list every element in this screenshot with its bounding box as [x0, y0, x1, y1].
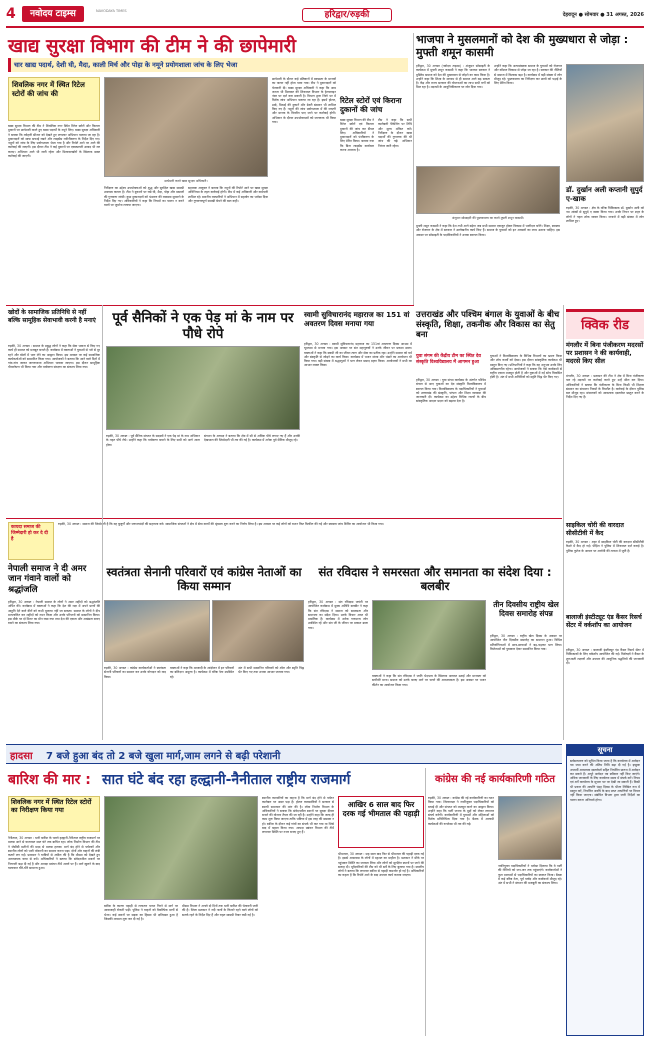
quick-read-header [566, 309, 644, 339]
divider-v4 [425, 768, 426, 1036]
uttarakhand-sub: युवा संगम की केंद्रीय टीम का स्थित देव संस्कृति विश्वविद्यालय में आगमन हुआ [416, 354, 481, 365]
lead-body-col2: निरीक्षण का उद्देश्य उपभोक्ताओं को शुद्ध और सुरक्षित खाद्य सामग्री उपलब्ध कराना है। टीम ने दुकानों पर रखे घी, मैदा, पोहा और मसालों की गुणवत्ता जांची। कुछ दुकानदारों को भंडारण की व्यवस्था सुधारने के निर्देश दिए गए। अधिकारियों ने कहा कि नियमों का पालन न करने वालों पर जुर्माना लगाया जाएगा। [104, 186, 184, 208]
side-note-text: कायदा समाज की जिम्मेदारी हो कर दे दी है [11, 525, 48, 542]
purva-sainik-body-2: संगठन के अध्यक्ष ने बताया कि क्षेत्र में सौ से अधिक पौधे लगाए गए हैं और उनकी देखभाल की जिम्मेदारी भी तय की गई है। कार्यक्रम में अनेक पूर्व सैनिक मौजूद रहे। [204, 434, 300, 443]
hadsa-label: हादसा [10, 751, 33, 762]
akhir-headline: आखिर 6 साल बाद फिर दरक गई भीमताल की पहाड़ी [342, 800, 420, 818]
hadsa-banner [6, 744, 562, 764]
lead-body-col3: सहायक आयुक्त ने बताया कि नमूनों की रिपोर्ट आने पर खाद्य सुरक्षा अधिनियम के तहत कार्रवाई होगी। टीम में कई अधिकारी और कर्मचारी शामिल रहे। स्थानीय व्यापारियों ने अभियान में सहयोग का भरोसा दिया और गुणवत्तापूर्ण सामग्री बेचने की बात कही। [188, 186, 268, 203]
lead-right-box-title: रिटेल स्टोरों एवं किराना दुकानों की जांच [340, 96, 402, 114]
masthead-sub: NAVODAYA TIMES [96, 9, 127, 13]
lead-body-col1: खाद्य सुरक्षा विभाग की टीम ने शिवलिक नगर स्थित रिटेल स्टोरों और किराना दुकानों पर छापेमारी करते हुए खाद्य पदार्थों के नमूने लिए। खाद्य सुरक्षा अधिकारी ने बताया कि त्योहारी सीजन को देखते हुए लगातार अभियान चलाया जा रहा है। दुकानदारों को साफ सफाई रखने और लाइसेंस नवीनीकरण के निर्देश दिए गए। नमूनों को जांच के लिए प्रयोगशाला भेजा गया है और रिपोर्ट आने पर आगे की कार्रवाई की जाएगी। इस दौरान टीम ने कई दुकानों पर एक्सपायरी उत्पाद भी नष्ट कराए। अभियान आगे भी जारी रहेगा और मिलावटखोरों के खिलाफ सख्त कार्रवाई की जाएगी। [8, 124, 100, 159]
section-label: हरिद्वार/रुड़की [302, 8, 392, 22]
masthead-logo: नवोदय टाइम्स [22, 6, 84, 22]
bhajpa-body-3: मुफ्ती शमून कासमी ने कहा कि देश तभी आगे बढ़ेगा जब सभी समाज एकजुट होकर विकास में भागीदार बनेंगे। शिक्षा, स्वास्थ्य और रोजगार के क्षेत्र में सरकार ने उल्लेखनीय कार्य किए हैं। समाज के युवाओं को इन अवसरों का लाभ उठाना चाहिए। इस अवसर पर सोसाइटी के पदाधिकारियों ने उनका स्वागत किया। [416, 224, 560, 237]
yoga-headline: खोदों के सामाजिक प्रतिनिधि से नहीं बल्कि सामूहिक सेवाभावी करनी है मनाएं [8, 309, 96, 324]
congress-body-1: रुड़की, 30 अगस्त : कांग्रेस की नई कार्यकारिणी का गठन किया गया। जिलाध्यक्ष ने नवनियुक्त पदाधिकारियों को बधाई दी और संगठन को मजबूत करने का आह्वान किया। उन्होंने कहा कि पार्टी जनता के मुद्दों को लेकर लगातार संघर्ष करेगी। कार्यकारिणी में युवाओं और महिलाओं को विशेष प्रतिनिधित्व दिया गया है। बैठक में आगामी कार्यक्रमों की रूपरेखा भी तय की गई। [428, 796, 494, 826]
bottom-left-body: नैनीताल, 30 अगस्त : भारी बारिश के चलते हल्द्वानी-नैनीताल राष्ट्रीय राजमार्ग पर मलबा आने से यातायात सात घंटे तक बाधित रहा। लोक निर्माण विभाग की टीम ने जेसीबी मशीनों की मदद से मलबा हटाया। मार्ग बंद होने से पर्यटकों और स्थानीय लोगों को भारी परेशानी का सामना करना पड़ा। दोनों ओर वाहनों की लंबी कतारें लग गईं। प्रशासन ने यात्रियों से अपील की है कि मौसम को देखते हुए अनावश्यक यात्रा से बचें। अधिकारियों ने बताया कि संवेदनशील स्थानों पर निगरानी बढ़ा दी गई है और आपदा प्रबंधन टीमें अलर्ट पर हैं। मार्ग खुलने के बाद यातायात धीरे-धीरे सामान्य हुआ। [8, 836, 100, 871]
quick-read-item-3-headline: बालाजी इंस्टीट्यूट एंड कैंसर रिसर्च सेंटर में वर्कशॉप का आयोजन [566, 614, 642, 629]
lead-photo-caption: छापेमारी करते खाद्य सुरक्षा अधिकारी। [164, 179, 208, 183]
quick-read-item-2-body: रुड़की, 30 अगस्त : शहर में साइकिल चोरी की वारदात सीसीटीवी कैमरे में कैद हो गई। पीड़ित ने पुलिस में शिकायत दर्ज कराई है। पुलिस फुटेज के आधार पर आरोपी की तलाश में जुटी है। [566, 540, 644, 553]
lead-subhead: चार खाद्य पदार्थ, देशी घी, मैदा, काली मिर्च और पोहा के नमूने प्रयोगशाला जांच के लिए भेजा [8, 58, 408, 72]
nepali-body: हरिद्वार, 30 अगस्त : नेपाली समाज के लोगों ने अमर शहीदों को श्रद्धांजलि अर्पित की। कार्यक्रम में वक्ताओं ने कहा कि देश की रक्षा में अपने प्राणों की आहुति देने वाले वीरों को कभी भुलाया नहीं जा सकता। समाज के लोगों ने दीप प्रज्ज्वलित कर शहीदों को नमन किया और उनके परिजनों को सम्मानित किया। इस मौके पर दो मिनट का मौन रखा गया तथा देश की एकता और अखंडता बनाए रखने का संकल्प लिया गया। [8, 600, 100, 626]
sant-ravidas-photo [372, 600, 486, 670]
side-note-body: रुड़की, 30 अगस्त : समाज की जिम्मेदारी है कि वह बुजुर्गों और जरूरतमंदों की सहायता करे। सामाजिक संगठनों ने क्षेत्र में सेवा कार्यों की श्रृंखला शुरू करने का निर्णय लिया है। इस अवसर पर कई लोगों को राशन किट वितरित की गई और स्वास्थ्य जांच शिविर का आयोजन भी किया गया। [58, 522, 384, 526]
barish-body-3: स्थानीय व्यापारियों का कहना है कि मार्ग बंद होने से पर्यटन कारोबार पर असर पड़ा है। होटल व्यवसायियों ने सरकार से स्थायी समाधान की मांग की है। लोक निर्माण विभाग के अधिकारियों ने बताया कि संवेदनशील स्थानों पर सुरक्षा दीवार बनाने की योजना तैयार की जा रही है। उन्होंने कहा कि जल्द ही काम शुरू किया जाएगा ताकि भविष्य में इस तरह की समस्या न हो। बारिश के दौरान कई गांवों का संपर्क भी कट गया था जिसे बाद में बहाल किया गया। आपदा प्रबंधन विभाग की टीमें लगातार स्थिति पर नजर बनाए हुए हैं। [262, 796, 334, 835]
bhajpa-photo-2 [416, 166, 560, 214]
divider-v3 [102, 305, 103, 740]
lead-headline: खाद्य सुरक्षा विभाग की टीम ने की छापेमारी [8, 36, 297, 57]
lead-right-body-b: टीम ने कहा कि सभी कारोबारी पैकेजिंग पर तिथि और मूल्य अंकित करें। निरीक्षण के दौरान खाद्य पदार्थों की गुणवत्ता की भी जांच की गई। अभियान निरंतर जारी रहेगा। [378, 118, 412, 148]
purva-sainik-photo [106, 346, 300, 430]
purva-sainik-headline: पूर्व सैनिकों ने एक पेड़ मां के नाम पर पौधे रोपे [112, 310, 294, 342]
barish-label: बारिश की मार : [8, 772, 91, 788]
swatantrata-body-1: रुड़की, 30 अगस्त : कांग्रेस कार्यकर्ताओं ने स्वतंत्रता सेनानी परिवारों का सम्मान कर उनके योगदान को याद किया। [104, 666, 166, 679]
swatantrata-headline: स्वतंत्रता सेनानी परिवारों एवं कांग्रेस नेताओं का किया सम्मान [106, 565, 302, 593]
side-note-box [8, 522, 54, 560]
barish-headline: सात घंटे बंद रहा हल्द्वानी-नैनीताल राष्ट्रीय राजमार्ग [102, 772, 351, 788]
quick-read-item-2-headline: साइकिल चोरी की वारदात सीसीटीवी में कैद [566, 522, 624, 537]
uttarakhand-body-2: युवाओं ने विश्वविद्यालय के विभिन्न विभागों का भ्रमण किया और शोध कार्यों को देखा। इस दौरान सांस्कृतिक कार्यक्रम भी प्रस्तुत किए गए। प्रतिभागियों ने कहा कि यह अनुभव उनके लिए अविस्मरणीय रहेगा। आयोजकों ने बताया कि ऐसे कार्यक्रमों से राष्ट्रीय एकता मजबूत होती है और युवाओं में नई सोच विकसित होती है। अंत में सभी अतिथियों को स्मृति चिह्न भेंट किए गए। [490, 354, 562, 380]
lead-side-box [8, 77, 100, 121]
masthead-bar [6, 4, 644, 28]
barish-body-2: मौसम विभाग ने अगले दो दिनों तक भारी बारिश की चेतावनी जारी की है। जिला प्रशासन ने नदी नालों के किनारे रहने वाले लोगों को सतर्क रहने के निर्देश दिए हैं और राहत सामग्री तैयार रखी गई है। [182, 904, 258, 917]
uttarakhand-headline: उत्तराखंड और पश्चिम बंगाल के युवाओं के बीच संस्कृति, शिक्षा, तकनीक और विकास का सेतु बना [416, 309, 560, 340]
date-line: देहरादून ● सोमवार ● 31 अगस्त, 2026 [562, 12, 644, 18]
divider-h2 [6, 518, 562, 519]
swatantrata-photo-2 [212, 600, 304, 662]
bhajpa-headline: भाजपा ने मुसलमानों को देश की मुख्यधारा से जोड़ा : मुफ्ती शमून कासमी [416, 33, 629, 59]
notice-box [566, 744, 644, 1036]
bottom-left-headline: शिवलिक नगर में स्थित रिटेल स्टोरों का निरीक्षण किया गया [11, 798, 92, 814]
nepali-headline: नेपाली समाज ने दी अमर जान गंवाने वालों को श्रद्धांजलि [8, 564, 87, 595]
bhajpa-body-1: हरिद्वार, 30 अगस्त (नवोदय टाइम्स) : अंजुमन सोसाइटी के कार्यक्रम में मुफ्ती शमून कासमी ने कहा कि भाजपा सरकार ने मुस्लिम समाज को देश की मुख्यधारा से जोड़ने का काम किया है। उन्होंने कहा कि शिक्षा के माध्यम से ही समाज आगे बढ़ सकता है। केंद्र और राज्य सरकार की योजनाओं का लाभ सभी वर्गों को मिल रहा है। मदरसों के आधुनिकीकरण पर जोर दिया गया। [416, 64, 490, 90]
barish-body-1: बारिश के कारण पहाड़ी से लगातार पत्थर गिरने से मार्ग पर आवाजाही रोकनी पड़ी। पुलिस ने वाहनों को वैकल्पिक मार्गों से भेजा। कई स्थानों पर सड़क का हिस्सा भी क्षतिग्रस्त हुआ है जिसकी मरम्मत शुरू कर दी गई है। [104, 904, 178, 921]
lead-side-title: शिवलिक नगर में स्थित रिटेल स्टोरों की जांच की [12, 81, 85, 98]
bhajpa-body-2: उन्होंने कहा कि अल्पसंख्यक समाज के युवाओं को रोजगार और कौशल विकास से जोड़ा जा रहा है। सरकार की नीतियों से समाज में विश्वास बढ़ा है। कार्यक्रम में बड़ी संख्या में लोग मौजूद रहे। पुस्तकालय का निरीक्षण कर छात्रों को पढ़ाई के लिए प्रेरित किया। [494, 64, 562, 86]
page-number: 4 [6, 6, 16, 22]
quick-read-item-3-body: हरिद्वार, 30 अगस्त : बालाजी इंस्टीट्यूट एंड कैंसर रिसर्च सेंटर में चिकित्सकों के लिए वर्कशॉप आयोजित की गई। विशेषज्ञों ने कैंसर के शुरुआती लक्षणों और उपचार की आधुनिक पद्धतियों की जानकारी दी। [566, 648, 644, 665]
lead-body-col4: छापेमारी के दौरान कई प्रतिष्ठानों में स्वच्छता के मानकों का पालन नहीं होता पाया गया। टीम ने दुकानदारों को चेतावनी दी। खाद्य सुरक्षा अधिकारी ने कहा कि आम जनता भी मिलावट की शिकायत विभाग के हेल्पलाइन नंबर पर दर्ज करा सकती है। विभाग द्वारा जिले भर में विशेष जांच अभियान चलाया जा रहा है। इसमें होटल, ढाबे, मिठाई की दुकानें और डेयरी संस्थान भी शामिल किए गए हैं। नमूनों की जांच प्रयोगशाला में की जाएगी और मानक के विपरीत पाए जाने पर कार्रवाई होगी। अभियान के दौरान उपभोक्ताओं को जागरूक भी किया गया। [272, 77, 336, 124]
lead-right-body-a: खाद्य सुरक्षा विभाग की टीम ने रिटेल स्टोरों एवं किराना दुकानों की जांच कर सैंपल लिए। अधिकारियों ने दुकानदारों को पंजीकरण के लिए प्रेरित किया। बताया गया कि बिना लाइसेंस कारोबार करना अपराध है। [340, 118, 374, 153]
congress-headline: कांग्रेस की नई कार्यकारिणी गठित [435, 774, 555, 785]
sant-ravidas-body-1: हरिद्वार, 30 अगस्त : संत रविदास जयंती पर आयोजित कार्यक्रम में मुख्य अतिथि बलबीर ने कहा कि संत रविदास ने समाज को समरसता और समानता का संदेश दिया। उनके विचार आज भी प्रासंगिक हैं। कार्यक्रम में अनेक गणमान्य लोग उपस्थित रहे और संत जी के जीवन पर प्रकाश डाला गया। [308, 600, 368, 630]
barish-headline-row [6, 768, 424, 792]
swami-headline: स्वामी सुविचारानंद महाराज का 151 वां अवतरण दिवस मनाया गया [304, 310, 410, 328]
akhir-body: भीमताल, 30 अगस्त : छह साल बाद फिर से भीमताल की पहाड़ी दरक गई है। इससे आसपास के लोगों में दहशत का माहौल है। प्रशासन ने मौके पर पहुंचकर स्थिति का जायजा लिया और लोगों को सुरक्षित स्थानों पर जाने की सलाह दी। भूवैज्ञानिकों की टीम को भी सर्वे के लिए बुलाया गया है। स्थानीय लोगों ने बताया कि लगातार बारिश से पहाड़ी कमजोर हो गई है। अधिकारियों का कहना है कि रिपोर्ट आने के बाद उपचार कार्य कराया जाएगा। [338, 852, 424, 878]
swami-body: हरिद्वार, 30 अगस्त : स्वामी सुविचारानंद महाराज का 151वां अवतरण दिवस आश्रम में धूमधाम से मनाया गया। इस अवसर पर संत महापुरुषों ने उनके जीवन पर प्रकाश डाला। वक्ताओं ने कहा कि स्वामी जी का जीवन त्याग और सेवा का प्रतीक रहा। उन्होंने समाज को धर्म और संस्कृति से जोड़ने का कार्य किया। कार्यक्रम में भजन संध्या और भंडारे का आयोजन भी किया गया। बड़ी संख्या में श्रद्धालुओं ने भाग लेकर प्रसाद ग्रहण किया। आयोजकों ने सभी का आभार व्यक्त किया। [304, 342, 412, 368]
divider-h1 [6, 305, 414, 306]
congress-photo [498, 796, 562, 860]
bhajpa-photo-caption: अंजुमन सोसाइटी की पुस्तकालय का करते मुफ्ती शमून कासमी। [451, 216, 525, 220]
karyakram-body: रुड़की, 30 अगस्त : क्षेत्र के वरिष्ठ चिकित्सक डॉ. दुर्खान अली को नम आंखों से सुपुर्द ए खाक किया गया। उनके निधन पर शहर के लोगों ने गहरा शोक व्यक्त किया। जनाजे में बड़ी संख्या में लोग शामिल हुए। [566, 206, 644, 223]
yoga-body: रुड़की, 30 अगस्त : समाज के प्रबुद्ध लोगों ने कहा कि सेवा भावना से किए गए कार्य ही समाज को मजबूत बनाते हैं। कार्यक्रम में वक्ताओं ने युवाओं से नशे से दूर रहने और खेलों में भाग लेने का आह्वान किया। इस अवसर पर कई सामाजिक कार्यकर्ताओं को सम्मानित किया गया। आयोजकों ने बताया कि आने वाले दिनों में गांव-गांव जाकर जागरूकता अभियान चलाया जाएगा। इस दौरान सामूहिक पौधारोपण भी किया गया और पर्यावरण संरक्षण का संकल्प लिया गया। [8, 344, 100, 370]
swatantrata-body-3: अंत में सभी सम्मानित परिवारों को शॉल और स्मृति चिह्न भेंट किए गए तथा उनका आभार जताया गया। [238, 666, 304, 675]
divider-v2 [563, 305, 564, 740]
sant-ravidas-body-2: वक्ताओं ने कहा कि संत रविदास ने जाति भेदभाव के खिलाफ आवाज उठाई और मानवता को सर्वोपरि माना। समाज को उनके बताए मार्ग पर चलने की आवश्यकता है। इस अवसर पर भजन कीर्तन का आयोजन किया गया। [372, 674, 486, 687]
akhir-box [338, 796, 424, 848]
hadsa-headline: 7 बजे हुआ बंद तो 2 बजे खुला मार्ग,जाम लगने से बढ़ी परेशानी [46, 751, 281, 762]
teen-divasiya-headline: तीन दिवसीय राष्ट्रीय खेल दिवस समारोह संपन्न [493, 600, 559, 619]
quick-read-title: क्विक रीड [581, 318, 629, 333]
uttarakhand-body-1: हरिद्वार, 30 अगस्त : युवा संगम कार्यक्रम के अंतर्गत पश्चिम बंगाल से आए युवाओं का देव संस्कृति विश्वविद्यालय में स्वागत किया गया। विश्वविद्यालय के पदाधिकारियों ने युवाओं को उत्तराखंड की संस्कृति, परंपरा और शिक्षा व्यवस्था की जानकारी दी। कार्यक्रम का उद्देश्य विभिन्न राज्यों के बीच सांस्कृतिक आदान प्रदान को बढ़ावा देना है। [416, 378, 486, 404]
bottom-left-box [8, 796, 100, 832]
congress-body-2: नवनियुक्त पदाधिकारियों ने भरोसा दिलाया कि वे पार्टी की नीतियों को जन-जन तक पहुंचाएंगे। कार्यकर्ताओं ने फूल मालाओं से पदाधिकारियों का स्वागत किया। बैठक में कई वरिष्ठ नेता, पूर्व पार्षद और कार्यकर्ता मौजूद रहे। अंत में सभी ने संगठन की मजबूती का संकल्प लिया। [498, 864, 562, 886]
swatantrata-photo-1 [104, 600, 210, 662]
lead-photo [104, 77, 268, 177]
divider-v1 [413, 33, 414, 305]
sant-ravidas-headline: संत रविदास ने समरसता और समानता का संदेश दिया : बलबीर [318, 565, 552, 593]
bhajpa-photo [566, 64, 644, 182]
purva-sainik-body-1: रुड़की, 30 अगस्त : पूर्व सैनिक संगठन के सदस्यों ने एक पेड़ मां के नाम अभियान के तहत पौधे रोपे। उन्होंने कहा कि पर्यावरण बचाने के लिए सभी को आगे आना होगा। [106, 434, 200, 447]
barish-photo [104, 796, 258, 900]
karyakram-headline: डॉ. दुर्खान अली कप्तानी सुपुर्द ए-खाक [566, 186, 643, 203]
teen-divasiya-body: हरिद्वार, 30 अगस्त : राष्ट्रीय खेल दिवस के अवसर पर आयोजित तीन दिवसीय समारोह का समापन हुआ। विभिन्न प्रतियोगिताओं में छात्र-छात्राओं ने बढ़-चढ़कर भाग लिया। विजेताओं को पुरस्कार देकर सम्मानित किया गया। [490, 634, 562, 651]
swatantrata-body-2: वक्ताओं ने कहा कि आजादी के आंदोलन में इन परिवारों का बलिदान अमूल्य है। कार्यक्रम में वरिष्ठ नेता उपस्थित रहे। [170, 666, 234, 679]
notice-title: सूचना [567, 745, 643, 756]
quick-read-item-1-body: मंगलौर, 30 अगस्त : प्रशासन की टीम ने क्षेत्र में बिना पंजीकरण चल रहे मदरसों पर कार्रवाई करते हुए उन्हें सील कर दिया। अधिकारियों ने बताया कि पंजीकरण के बिना किसी भी शिक्षण संस्थान का संचालन नियमों के विपरीत है। कार्रवाई के दौरान पुलिस बल मौजूद रहा। संचालकों को आवश्यक दस्तावेज प्रस्तुत करने के निर्देश दिए गए हैं। [566, 374, 644, 400]
quick-read-item-1-headline: मंगलौर में बिना पंजीकरण मदरसों पर प्रशासन ने की कार्यवाही, मदरसे किए सील [566, 341, 644, 365]
notice-body: सर्वसाधारण को सूचित किया जाता है कि कार्यालय में आवेदन पत्र जमा करने की अंतिम तिथि बढ़ा दी गई है। इच्छुक अभ्यर्थी आवश्यक दस्तावेजों सहित निर्धारित प्रारूप में आवेदन कर सकते हैं। अधूरे आवेदन पत्र स्वीकार नहीं किए जाएंगे। अधिक जानकारी के लिए कार्यालय समय में संपर्क करें। नियम एवं शर्तें कार्यालय के सूचना पट पर देखी जा सकती हैं। किसी भी प्रकार की आपत्ति पंद्रह दिवस के भीतर लिखित रूप में प्रस्तुत करें, निर्धारित अवधि के बाद प्राप्त आपत्तियों पर विचार नहीं किया जाएगा। संबंधित विभाग द्वारा जारी निर्देशों का पालन करना अनिवार्य होगा। [570, 759, 640, 802]
